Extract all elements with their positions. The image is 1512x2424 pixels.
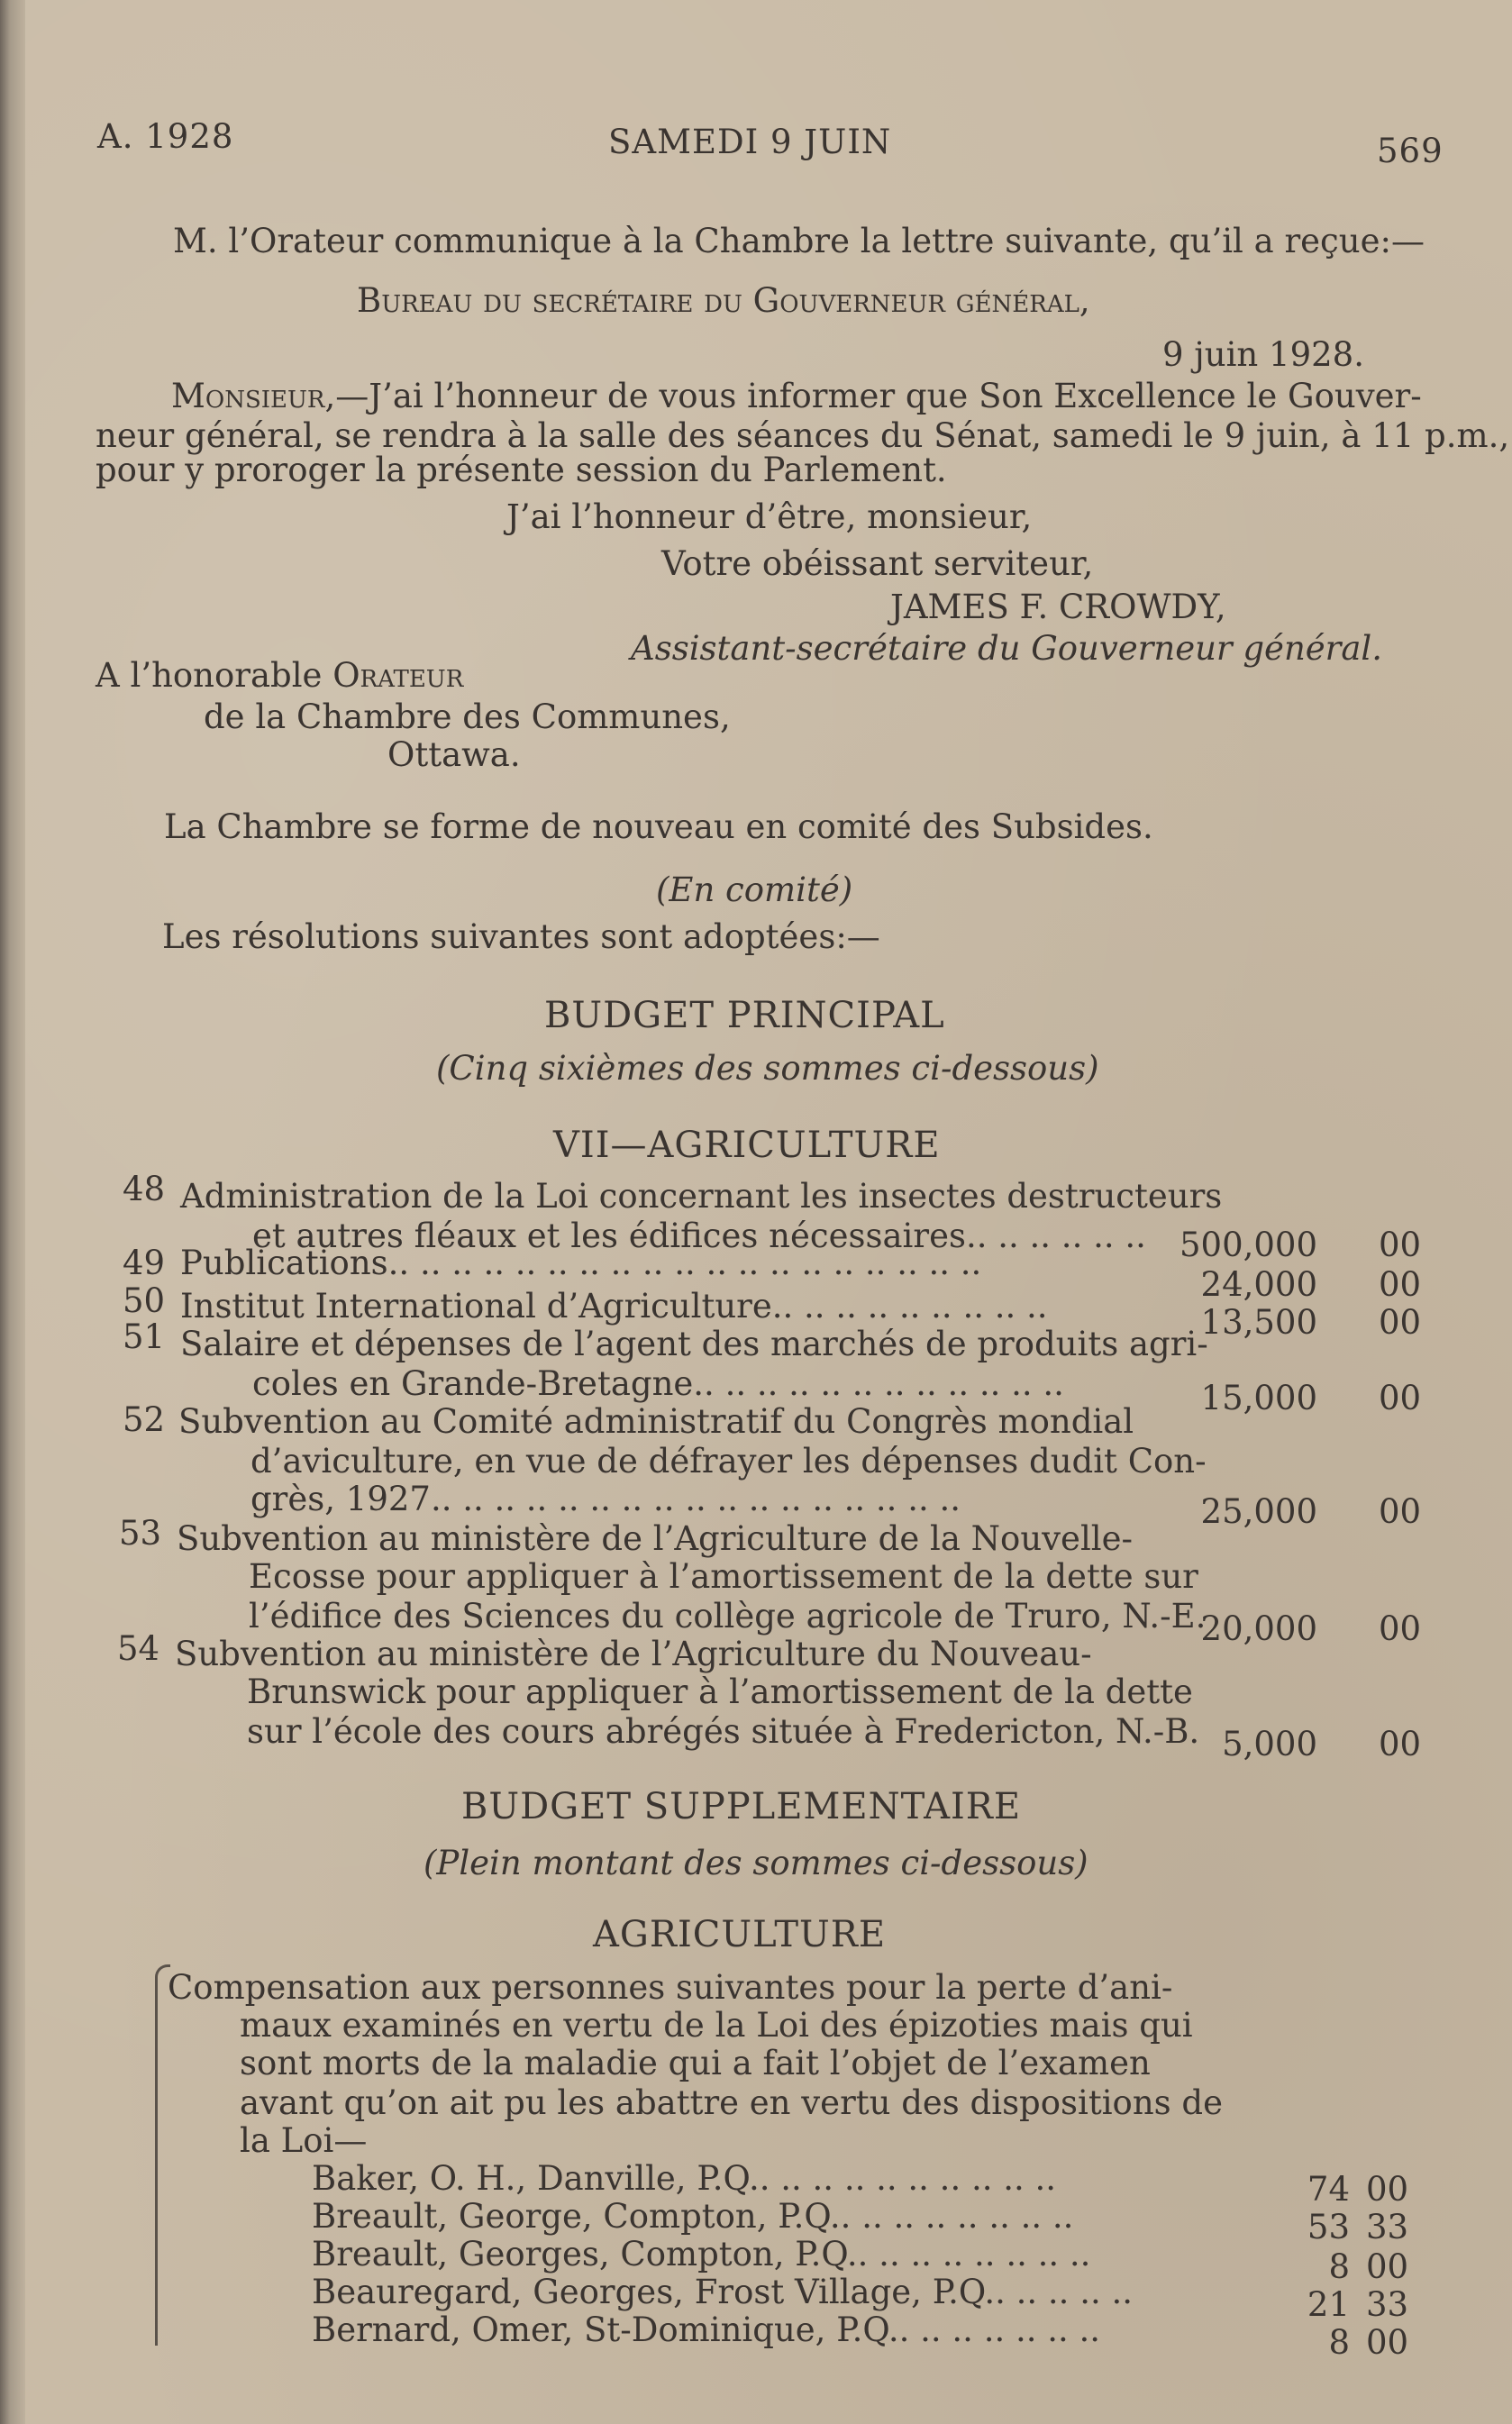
preamble-line: maux examinés en vertu de la Loi des épizoties mais qui <box>240 2006 1193 2045</box>
item-amount: 20,000 <box>1200 1609 1317 1648</box>
item-text: Institut International d’Agriculture.. .. .. .. .. .. .. .. .. <box>180 1287 1048 1326</box>
item-number: 54 <box>117 1629 160 1668</box>
header-date: SAMEDI 9 JUIN <box>608 123 892 161</box>
letter-office: Bureau du secrétaire du Gouverneur général, <box>357 281 1090 320</box>
item-text: et autres fléaux et les édifices nécessaires.. .. .. .. .. .. <box>252 1217 1146 1255</box>
item-cents: 00 <box>1379 1379 1422 1417</box>
entry-cents: 00 <box>1366 2323 1409 2362</box>
preamble-line: avant qu’on ait pu les abattre en vertu des dispositions de <box>240 2083 1223 2122</box>
letter-closing: J’ai l’honneur d’être, monsieur, <box>506 497 1033 536</box>
page-number: 569 <box>1377 132 1444 170</box>
budget-supplementaire-title: BUDGET SUPPLEMENTAIRE <box>461 1786 1022 1827</box>
entry-name: Breault, Georges, Compton, P.Q.. .. .. .. .. .. .. .. <box>312 2235 1091 2274</box>
committee-line: Les résolutions suivantes sont adoptées:— <box>162 917 880 956</box>
item-text: Subvention au Comité administratif du Congrès mondial <box>178 1402 1134 1441</box>
entry-name: Beauregard, Georges, Frost Village, P.Q.. .. .. .. .. <box>312 2273 1133 2311</box>
item-text: d’aviculture, en vue de défrayer les dépenses dudit Con- <box>250 1442 1207 1481</box>
item-number: 51 <box>123 1317 166 1356</box>
letter-addressee: Ottawa. <box>387 735 521 774</box>
committee-line: La Chambre se forme de nouveau en comité des Subsides. <box>164 807 1153 846</box>
item-text: Subvention au ministère de l’Agriculture du Nouveau- <box>175 1635 1092 1673</box>
item-amount: 5,000 <box>1222 1725 1317 1763</box>
entry-cents: 00 <box>1366 2170 1409 2209</box>
section-heading: AGRICULTURE <box>593 1914 887 1955</box>
item-cents: 00 <box>1379 1725 1422 1763</box>
item-text: Brunswick pour appliquer à l’amortissement de la dette <box>247 1672 1193 1711</box>
item-text: coles en Grande-Bretagne.. .. .. .. .. .. .. .. .. .. .. .. <box>252 1364 1064 1403</box>
item-text: Ecosse pour appliquer à l’amortissement de la dette sur <box>249 1557 1198 1596</box>
entry-cents: 33 <box>1366 2208 1409 2246</box>
item-number: 49 <box>123 1244 166 1282</box>
item-amount: 25,000 <box>1200 1492 1317 1531</box>
item-text: Administration de la Loi concernant les insectes destructeurs <box>180 1177 1223 1216</box>
letter-date: 9 juin 1928. <box>1162 335 1364 374</box>
item-cents: 00 <box>1379 1492 1422 1531</box>
item-amount: 24,000 <box>1200 1265 1317 1304</box>
budget-supplementaire-subtitle: (Plein montant des sommes ci-dessous) <box>424 1844 1088 1882</box>
entry-cents: 00 <box>1366 2247 1409 2286</box>
item-text: sur l’école des cours abrégés située à Fredericton, N.-B. <box>247 1712 1200 1751</box>
entry-amount: 8 <box>1328 2247 1350 2286</box>
entry-name: Breault, George, Compton, P.Q.. .. .. .. .. .. .. .. <box>312 2197 1074 2236</box>
brace-mark <box>155 1964 170 2346</box>
letter-body-line: neur général, se rendra à la salle des séances du Sénat, samedi le 9 juin, à 11 p.m., <box>96 416 1510 455</box>
letter-body-line: —J’ai l’honneur de vous informer que Son Excellence le Gouver- <box>335 377 1422 415</box>
preamble-line: la Loi— <box>240 2121 368 2160</box>
section-heading: VII—AGRICULTURE <box>553 1125 941 1166</box>
preamble-line: Compensation aux personnes suivantes pour la perte d’ani- <box>168 1968 1173 2007</box>
entry-name: Bernard, Omer, St-Dominique, P.Q.. .. .. .. .. .. .. <box>312 2310 1101 2349</box>
item-text: Salaire et dépenses de l’agent des marchés de produits agri- <box>180 1325 1208 1363</box>
letter-salutation: Monsieur, <box>171 377 336 415</box>
entry-name: Baker, O. H., Danville, P.Q.. .. .. .. .. .. .. .. .. .. <box>312 2159 1057 2198</box>
item-cents: 00 <box>1379 1265 1422 1304</box>
item-cents: 00 <box>1379 1609 1422 1648</box>
item-number: 50 <box>123 1281 166 1320</box>
preamble-line: sont morts de la maladie qui a fait l’objet de l’examen <box>240 2044 1151 2082</box>
item-cents: 00 <box>1379 1303 1422 1342</box>
letter-addressee: de la Chambre des Communes, <box>204 697 731 736</box>
item-number: 52 <box>123 1400 166 1439</box>
item-number: 53 <box>119 1514 162 1553</box>
budget-principal-title: BUDGET PRINCIPAL <box>544 995 945 1036</box>
item-text: Publications.. .. .. .. .. .. .. .. .. .. .. .. .. .. .. .. .. .. .. <box>180 1244 982 1282</box>
letter-signatory-title: Assistant-secrétaire du Gouverneur général. <box>631 629 1383 668</box>
letter-intro: M. l’Orateur communique à la Chambre la lettre suivante, qu’il a reçue:— <box>173 222 1425 260</box>
letter-closing: Votre obéissant serviteur, <box>661 544 1094 583</box>
entry-amount: 21 <box>1307 2285 1350 2324</box>
entry-amount: 53 <box>1307 2208 1350 2246</box>
entry-amount: 74 <box>1307 2170 1350 2209</box>
letter-addressee: A l’honorable Orateur <box>96 656 464 695</box>
letter-signatory: JAMES F. CROWDY, <box>890 588 1226 626</box>
item-text: l’édifice des Sciences du collège agricole de Truro, N.-E. <box>249 1597 1207 1636</box>
item-amount: 15,000 <box>1200 1379 1317 1417</box>
item-text: Subvention au ministère de l’Agriculture de la Nouvelle- <box>177 1519 1134 1558</box>
item-text: grès, 1927.. .. .. .. .. .. .. .. .. .. .. .. .. .. .. .. .. <box>250 1480 961 1518</box>
committee-line: (En comité) <box>656 870 853 909</box>
item-number: 48 <box>123 1170 166 1208</box>
letter-first-line <box>171 377 1422 416</box>
header-year: A. 1928 <box>97 117 234 156</box>
entry-cents: 33 <box>1366 2285 1409 2324</box>
budget-principal-subtitle: (Cinq sixièmes des sommes ci-dessous) <box>436 1049 1099 1088</box>
item-amount: 500,000 <box>1179 1226 1317 1264</box>
item-cents: 00 <box>1379 1226 1422 1264</box>
letter-body-line: pour y proroger la présente session du Parlement. <box>96 451 947 489</box>
item-amount: 13,500 <box>1200 1303 1317 1342</box>
entry-amount: 8 <box>1328 2323 1350 2362</box>
book-spine-shadow <box>0 0 25 2424</box>
